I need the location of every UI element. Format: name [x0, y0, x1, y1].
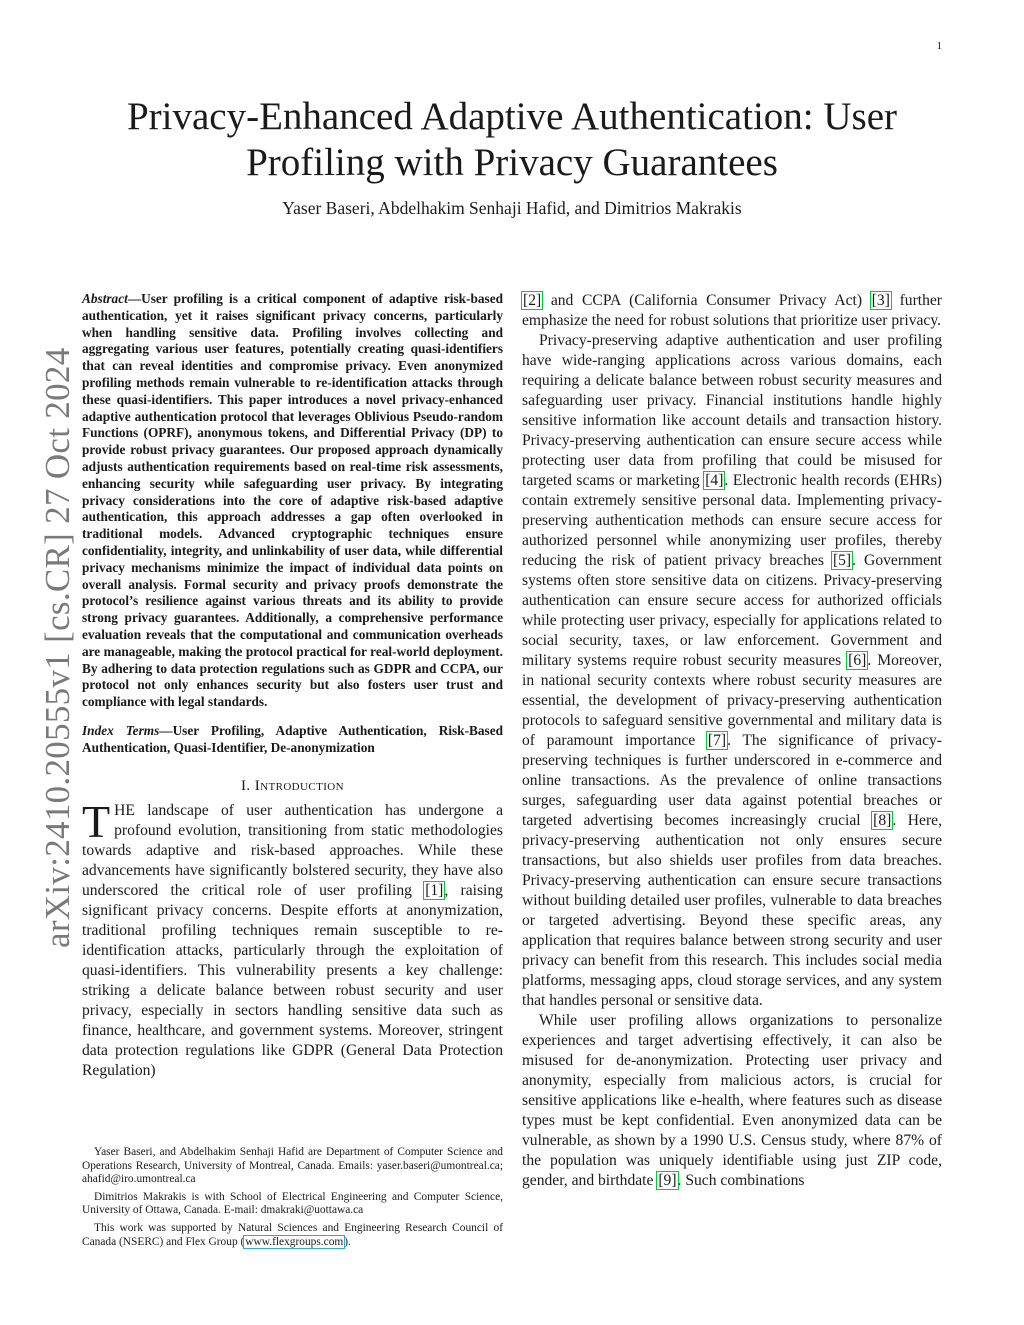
- abstract-dash: —: [127, 291, 142, 306]
- p2-text-1: Privacy-preserving adaptive authentication and user profiling have wide-ranging applications across various domains, each requiring a delicate balance between robust security measures and safeguarding user privacy. Financial institutions handle highly sensitive information like account details and transaction history. Privacy-preserving authentication can ensure secure access while protecting user data from profiling that could be misused for targeted scams or marketing: [522, 332, 942, 489]
- intro-text-3: and CCPA (California Consumer Privacy Act): [542, 292, 871, 309]
- left-column: [82, 291, 503, 1081]
- intro-paragraph-2: [522, 331, 942, 1011]
- drop-cap: T: [82, 795, 111, 847]
- flexgroups-link[interactable]: www.flexgroups.com: [245, 1235, 344, 1248]
- index-terms-dash: —: [159, 722, 173, 738]
- index-terms-text: User Profiling, Adaptive Authentication, Risk-Based Authentication, Quasi-Identifier, De-anonymization: [82, 722, 503, 755]
- index-terms: [82, 723, 503, 757]
- funding-text-1: This work was supported by Natural Sciences and Engineering Research Council of Canada (NSERC) and Flex Group (: [82, 1221, 503, 1248]
- footnote-affiliation-1: Yaser Baseri, and Abdelhakim Senhaji Hafid are Department of Computer Science and Operations Research, University of Montreal, Canada. Emails: yaser.baseri@umontreal.ca; ahafid@iro.umontreal.ca: [82, 1146, 503, 1186]
- p2-text-6: . Here, privacy-preserving authentication not only ensures secure transactions, but also shields user profiles from data breaches. Privacy-preserving authentication can ensure secure transactions without building detailed user profiles, vulnerable to data breaches or targeted advertising. Beyond these specific areas, any application that requires balance between strong security and user privacy can benefit from this research. This includes social media platforms, messaging apps, cloud storage services, and any system that handles personal or sensitive data.: [522, 812, 942, 1009]
- p3-text-1: While user profiling allows organizations to personalize experiences and target advertising effectively, it can also be misused for de-anonymization. Protecting user privacy and anonymity, especially from malicious actors, is crucial for sensitive applications like e-health, where features such as disease types must be kept confidential. Even anonymized data can be vulnerable, as shown by a 1990 U.S. Census study, where 87% of the population was uniquely identifiable using just ZIP code, gender, and birthdate: [522, 1012, 942, 1189]
- citation-link[interactable]: [4]: [705, 472, 724, 489]
- p2-text-5: . The significance of privacy-preserving techniques is further underscored in e-commerce and online transactions. As the prevalence of online transactions surges, safeguarding user data against potential breaches or targeted advertising becomes increasingly crucial: [522, 732, 943, 829]
- section-heading-introduction: I. Introduction: [241, 777, 344, 794]
- citation-link[interactable]: [9]: [658, 1172, 677, 1189]
- abstract: [82, 291, 503, 711]
- intro-small-caps: HE: [114, 801, 135, 819]
- arxiv-identifier-watermark[interactable]: arXiv:2410.20555v1 [cs.CR] 27 Oct 2024: [38, 347, 77, 948]
- citation-link[interactable]: [2]: [523, 292, 542, 309]
- intro-text-1: landscape of user authentication has undergone a profound evolution, transitioning from static methodologies towards adaptive and risk-based approaches. While these advancements have significantly bolstered security, they have also underscored the critical role of user profiling: [82, 801, 503, 899]
- citation-link[interactable]: [5]: [832, 552, 852, 569]
- footnote-funding: [82, 1222, 503, 1249]
- author-list: Yaser Baseri, Abdelhakim Senhaji Hafid, and Dimitrios Makrakis: [282, 198, 742, 218]
- citation-link[interactable]: [8]: [873, 812, 892, 829]
- intro-text-2: , raising significant privacy concerns. Despite efforts at anonymization, traditional profiling techniques remain susceptible to re-identification attacks, particularly through the exploitation of quasi-identifiers. This vulnerability presents a key challenge: striking a delicate balance between robust security and user privacy, especially in sectors handling sensitive data such as finance, healthcare, and government systems. Moreover, stringent data protection regulations like GDPR (General Data Protection Regulation): [82, 881, 503, 1079]
- right-column: [522, 291, 942, 1191]
- intro-paragraph-1: [82, 795, 503, 1081]
- author-footnotes: [82, 1146, 503, 1253]
- abstract-text: User profiling is a critical component of adaptive risk-based authentication, yet it raises significant privacy concerns, particularly when handling sensitive data. Profiling involves collecting and aggregating various user features, potentially creating quasi-identifiers that can reveal identities and compromise privacy. Even anonymized profiling methods remain vulnerable to re-identification attacks through these quasi-identifiers. This paper introduces a novel privacy-enhanced adaptive authentication protocol that leverages Oblivious Pseudo-random Functions (OPRF), anonymous tokens, and Differential Privacy (DP) to provide robust privacy guarantees. Our proposed approach dynamically adjusts authentication requirements based on real-time risk assessments, enhancing security while safeguarding user privacy. By integrating privacy considerations into the core of adaptive risk-based adaptive authentication, this approach addresses a gap often overlooked in traditional models. Advanced cryptographic techniques ensure confidentiality, integrity, and unlinkability of user data, while differential privacy mechanisms minimize the impact of individual data points on overall analysis. Formal security and privacy proofs demonstrate the protocol’s resilience against various threats and its ability to provide strong privacy guarantees. Additionally, a comprehensive performance evaluation reveals that the computational and communication overheads are manageable, making the protocol practical for real-world deployment. By adhering to data protection regulations such as GDPR and CCPA, our protocol not only enhances security but also fosters user trust and compliance with legal standards.: [82, 291, 503, 710]
- intro-paragraph-3: [522, 1011, 942, 1191]
- abstract-label: Abstract: [82, 291, 128, 306]
- paper-title: [60, 94, 964, 186]
- citation-link[interactable]: [7]: [707, 732, 727, 749]
- funding-text-2: ).: [344, 1235, 351, 1248]
- page-number: 1: [936, 40, 942, 52]
- index-terms-label: Index Terms: [82, 722, 160, 738]
- p2-text-4: . Moreover, in national security contexts where robust security measures are essential, the development of privacy-preserving authentication protocols to safeguard sensitive governmental and military data is of paramount importance: [522, 652, 942, 749]
- intro-text-4: further emphasize the need for robust solutions that prioritize user privacy.: [522, 292, 943, 329]
- citation-link[interactable]: [6]: [848, 652, 867, 669]
- footnote-affiliation-2: Dimitrios Makrakis is with School of Electrical Engineering and Computer Science, University of Ottawa, Canada. E-mail: dmakraki@uottawa.ca: [82, 1190, 503, 1217]
- title-line-2: Profiling with Privacy Guarantees: [246, 141, 778, 184]
- intro-paragraph-1-continued: [522, 291, 942, 331]
- citation-link[interactable]: [3]: [871, 292, 890, 309]
- p2-text-2: . Electronic health records (EHRs) contain extremely sensitive personal data. Implementing privacy-preserving authentication methods can ensure secure access for authorized personnel while anonymizing user profiles, thereby reducing the risk of patient privacy breaches: [522, 472, 942, 569]
- title-line-1: Privacy-Enhanced Adaptive Authentication: User: [126, 95, 898, 138]
- p2-text-3: . Government systems often store sensitive data on citizens. Privacy-preserving authentication can ensure secure access for authorized officials while protecting user privacy, especially for applications related to social security, taxes, or law enforcement. Government and military systems require robust security measures: [522, 552, 942, 669]
- citation-link[interactable]: [1]: [425, 881, 444, 899]
- p3-text-2: . Such combinations: [677, 1172, 805, 1189]
